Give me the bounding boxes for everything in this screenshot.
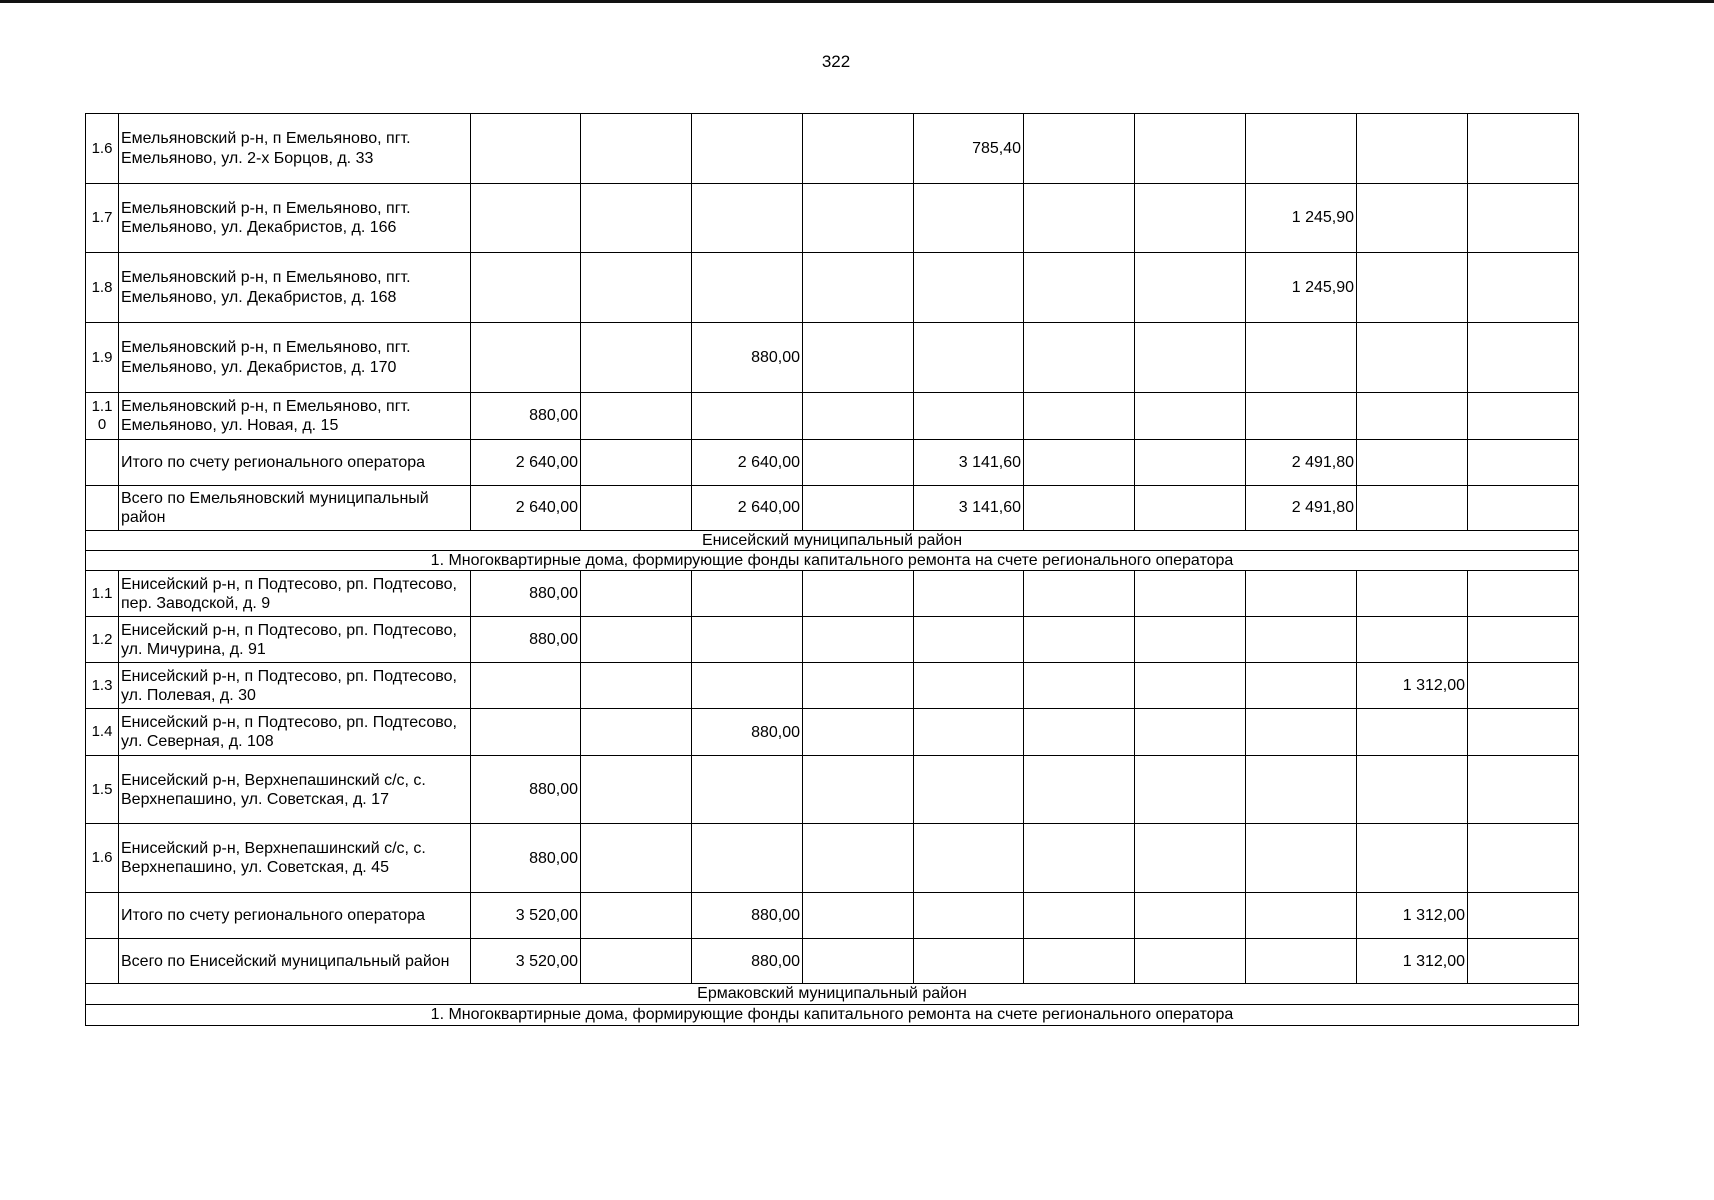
- value-cell: [914, 893, 1024, 939]
- value-cell: [1357, 486, 1468, 531]
- value-cell: [581, 323, 692, 393]
- value-cell: [1357, 617, 1468, 663]
- value-cell: [581, 393, 692, 440]
- capital-repair-table: [85, 113, 1579, 1026]
- value-cell: [581, 939, 692, 984]
- value-cell: [1135, 114, 1246, 184]
- value-cell: 2 640,00: [692, 440, 803, 486]
- value-cell: [1024, 756, 1135, 824]
- value-cell: 3 520,00: [471, 893, 581, 939]
- value-cell: [914, 756, 1024, 824]
- section-header-row: [86, 531, 1579, 551]
- address-cell: Енисейский р-н, Верхнепашинский с/с, с. Верхнепашино, ул. Советская, д. 17: [119, 756, 471, 824]
- table-row: [86, 393, 1579, 440]
- value-cell: 880,00: [471, 617, 581, 663]
- value-cell: [1468, 486, 1579, 531]
- address-cell: Енисейский р-н, Верхнепашинский с/с, с. Верхнепашино, ул. Советская, д. 45: [119, 824, 471, 893]
- address-cell: Емельяновский р-н, п Емельяново, пгт. Емельяново, ул. Новая, д. 15: [119, 393, 471, 440]
- address-cell: Емельяновский р-н, п Емельяново, пгт. Емельяново, ул. 2-х Борцов, д. 33: [119, 114, 471, 184]
- value-cell: 2 491,80: [1246, 440, 1357, 486]
- value-cell: [1024, 486, 1135, 531]
- value-cell: [471, 709, 581, 756]
- table-row: [86, 756, 1579, 824]
- value-cell: [1024, 824, 1135, 893]
- value-cell: [692, 571, 803, 617]
- page-number: 322: [821, 52, 851, 71]
- value-cell: [803, 486, 914, 531]
- value-cell: [1468, 323, 1579, 393]
- row-number: [86, 486, 119, 531]
- value-cell: [1468, 571, 1579, 617]
- value-cell: 880,00: [692, 893, 803, 939]
- value-cell: [914, 709, 1024, 756]
- value-cell: [803, 114, 914, 184]
- value-cell: [1024, 114, 1135, 184]
- value-cell: [581, 114, 692, 184]
- value-cell: [1135, 393, 1246, 440]
- section-title: 1. Многоквартирные дома, формирующие фонды капитального ремонта на счете регионального оператора: [86, 551, 1579, 571]
- value-cell: [1135, 253, 1246, 323]
- value-cell: [1468, 756, 1579, 824]
- value-cell: [1246, 114, 1357, 184]
- value-cell: [581, 486, 692, 531]
- table-row: [86, 253, 1579, 323]
- value-cell: [581, 709, 692, 756]
- value-cell: [1357, 114, 1468, 184]
- address-cell: Енисейский р-н, п Подтесово, рп. Подтесово, ул. Мичурина, д. 91: [119, 617, 471, 663]
- value-cell: [1135, 663, 1246, 709]
- value-cell: [692, 184, 803, 253]
- value-cell: [1135, 617, 1246, 663]
- top-border-rule: [0, 0, 1714, 3]
- value-cell: [1246, 571, 1357, 617]
- section-header-row: [86, 984, 1579, 1004]
- value-cell: [692, 824, 803, 893]
- table-row: [86, 824, 1579, 893]
- row-number: 1.1: [86, 571, 119, 617]
- value-cell: [803, 824, 914, 893]
- value-cell: [1468, 393, 1579, 440]
- value-cell: [1135, 486, 1246, 531]
- row-number: 1.5: [86, 756, 119, 824]
- total-label: Всего по Енисейский муниципальный район: [119, 939, 471, 984]
- value-cell: [1024, 393, 1135, 440]
- row-number: 1.1 0: [86, 393, 119, 440]
- value-cell: [1468, 440, 1579, 486]
- value-cell: [914, 393, 1024, 440]
- value-cell: [1357, 440, 1468, 486]
- value-cell: [581, 893, 692, 939]
- total-label: Итого по счету регионального оператора: [119, 893, 471, 939]
- value-cell: [1246, 756, 1357, 824]
- value-cell: [914, 663, 1024, 709]
- value-cell: [1024, 663, 1135, 709]
- row-number: 1.9: [86, 323, 119, 393]
- value-cell: [1024, 709, 1135, 756]
- value-cell: [1357, 756, 1468, 824]
- value-cell: [1024, 571, 1135, 617]
- value-cell: [1468, 114, 1579, 184]
- value-cell: [803, 440, 914, 486]
- value-cell: [692, 617, 803, 663]
- address-cell: Емельяновский р-н, п Емельяново, пгт. Емельяново, ул. Декабристов, д. 168: [119, 253, 471, 323]
- total-row: [86, 440, 1579, 486]
- row-number: 1.3: [86, 663, 119, 709]
- row-number: [86, 893, 119, 939]
- total-label: Всего по Емельяновский муниципальный район: [119, 486, 471, 531]
- value-cell: 880,00: [471, 824, 581, 893]
- value-cell: [1468, 253, 1579, 323]
- row-number: 1.8: [86, 253, 119, 323]
- value-cell: [1024, 939, 1135, 984]
- value-cell: [581, 824, 692, 893]
- total-row: [86, 893, 1579, 939]
- value-cell: [1468, 709, 1579, 756]
- total-row: [86, 939, 1579, 984]
- address-cell: Емельяновский р-н, п Емельяново, пгт. Емельяново, ул. Декабристов, д. 170: [119, 323, 471, 393]
- value-cell: [581, 184, 692, 253]
- value-cell: [803, 709, 914, 756]
- value-cell: [914, 323, 1024, 393]
- value-cell: 2 640,00: [692, 486, 803, 531]
- value-cell: [1468, 617, 1579, 663]
- section-title: 1. Многоквартирные дома, формирующие фонды капитального ремонта на счете регионального оператора: [86, 1004, 1579, 1025]
- value-cell: [1135, 323, 1246, 393]
- value-cell: [1357, 824, 1468, 893]
- value-cell: [1135, 709, 1246, 756]
- value-cell: [803, 893, 914, 939]
- value-cell: [803, 184, 914, 253]
- value-cell: [803, 393, 914, 440]
- value-cell: 2 640,00: [471, 440, 581, 486]
- table-row: [86, 663, 1579, 709]
- row-number: 1.7: [86, 184, 119, 253]
- value-cell: [692, 756, 803, 824]
- value-cell: 1 245,90: [1246, 253, 1357, 323]
- value-cell: [1135, 571, 1246, 617]
- value-cell: [1246, 663, 1357, 709]
- value-cell: [581, 440, 692, 486]
- value-cell: 880,00: [692, 323, 803, 393]
- section-header-row: [86, 551, 1579, 571]
- value-cell: [692, 393, 803, 440]
- value-cell: [1135, 939, 1246, 984]
- value-cell: 2 640,00: [471, 486, 581, 531]
- value-cell: [1357, 393, 1468, 440]
- value-cell: [471, 114, 581, 184]
- table-row: [86, 323, 1579, 393]
- row-number: [86, 939, 119, 984]
- value-cell: [471, 253, 581, 323]
- value-cell: [1468, 663, 1579, 709]
- value-cell: [1246, 893, 1357, 939]
- value-cell: [1024, 323, 1135, 393]
- value-cell: [1246, 939, 1357, 984]
- value-cell: [581, 571, 692, 617]
- address-cell: Емельяновский р-н, п Емельяново, пгт. Емельяново, ул. Декабристов, д. 166: [119, 184, 471, 253]
- value-cell: [1357, 709, 1468, 756]
- value-cell: [581, 663, 692, 709]
- value-cell: 880,00: [692, 939, 803, 984]
- value-cell: [471, 184, 581, 253]
- value-cell: 3 520,00: [471, 939, 581, 984]
- value-cell: [803, 663, 914, 709]
- table-row: [86, 114, 1579, 184]
- value-cell: [1135, 184, 1246, 253]
- value-cell: [581, 756, 692, 824]
- value-cell: 2 491,80: [1246, 486, 1357, 531]
- value-cell: [1246, 323, 1357, 393]
- value-cell: [1024, 617, 1135, 663]
- value-cell: [1246, 617, 1357, 663]
- value-cell: 1 312,00: [1357, 939, 1468, 984]
- value-cell: 880,00: [471, 571, 581, 617]
- value-cell: [1246, 709, 1357, 756]
- value-cell: [803, 323, 914, 393]
- value-cell: [914, 617, 1024, 663]
- value-cell: [692, 253, 803, 323]
- value-cell: [914, 824, 1024, 893]
- value-cell: [1246, 393, 1357, 440]
- value-cell: [1357, 253, 1468, 323]
- value-cell: 880,00: [471, 393, 581, 440]
- value-cell: [692, 114, 803, 184]
- value-cell: [1468, 824, 1579, 893]
- value-cell: [803, 939, 914, 984]
- value-cell: [471, 663, 581, 709]
- total-label: Итого по счету регионального оператора: [119, 440, 471, 486]
- value-cell: [1135, 824, 1246, 893]
- value-cell: [914, 571, 1024, 617]
- section-title: Ермаковский муниципальный район: [86, 984, 1579, 1004]
- value-cell: 3 141,60: [914, 440, 1024, 486]
- value-cell: [1024, 893, 1135, 939]
- value-cell: 785,40: [914, 114, 1024, 184]
- value-cell: [803, 756, 914, 824]
- value-cell: [803, 571, 914, 617]
- value-cell: 1 245,90: [1246, 184, 1357, 253]
- value-cell: 3 141,60: [914, 486, 1024, 531]
- value-cell: [581, 617, 692, 663]
- address-cell: Енисейский р-н, п Подтесово, рп. Подтесово, ул. Полевая, д. 30: [119, 663, 471, 709]
- value-cell: [914, 939, 1024, 984]
- row-number: [86, 440, 119, 486]
- value-cell: [803, 253, 914, 323]
- table-row: [86, 571, 1579, 617]
- address-cell: Енисейский р-н, п Подтесово, рп. Подтесово, ул. Северная, д. 108: [119, 709, 471, 756]
- value-cell: [1468, 893, 1579, 939]
- value-cell: [1468, 184, 1579, 253]
- value-cell: [1024, 253, 1135, 323]
- table-row: [86, 184, 1579, 253]
- value-cell: [692, 663, 803, 709]
- value-cell: [914, 184, 1024, 253]
- value-cell: [471, 323, 581, 393]
- value-cell: [1024, 440, 1135, 486]
- value-cell: [1357, 184, 1468, 253]
- value-cell: 1 312,00: [1357, 893, 1468, 939]
- value-cell: [803, 617, 914, 663]
- table-row: [86, 617, 1579, 663]
- row-number: 1.4: [86, 709, 119, 756]
- value-cell: 1 312,00: [1357, 663, 1468, 709]
- value-cell: [1246, 824, 1357, 893]
- total-row: [86, 486, 1579, 531]
- address-cell: Енисейский р-н, п Подтесово, рп. Подтесово, пер. Заводской, д. 9: [119, 571, 471, 617]
- value-cell: [1135, 756, 1246, 824]
- row-number: 1.6: [86, 114, 119, 184]
- section-title: Енисейский муниципальный район: [86, 531, 1579, 551]
- row-number: 1.6: [86, 824, 119, 893]
- value-cell: 880,00: [471, 756, 581, 824]
- table-row: [86, 709, 1579, 756]
- row-number: 1.2: [86, 617, 119, 663]
- value-cell: [1357, 571, 1468, 617]
- value-cell: [1135, 440, 1246, 486]
- value-cell: [581, 253, 692, 323]
- value-cell: [1357, 323, 1468, 393]
- value-cell: 880,00: [692, 709, 803, 756]
- value-cell: [1135, 893, 1246, 939]
- value-cell: [914, 253, 1024, 323]
- value-cell: [1468, 939, 1579, 984]
- section-header-row: [86, 1004, 1579, 1025]
- value-cell: [1024, 184, 1135, 253]
